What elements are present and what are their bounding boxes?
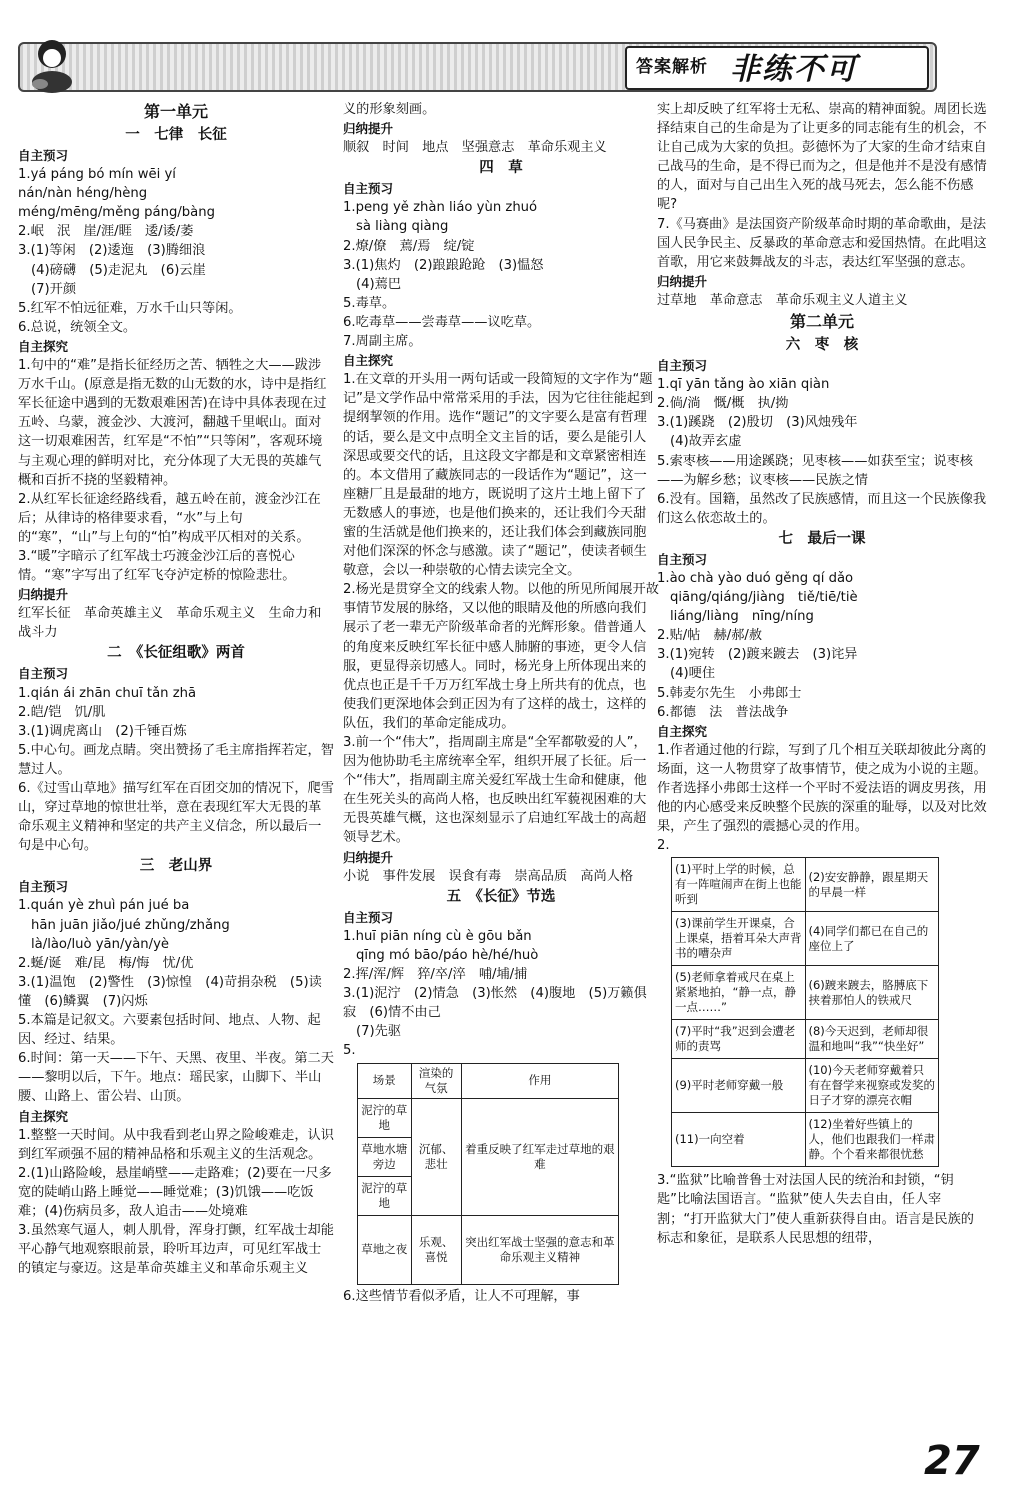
answer-line: 1.peng yě zhàn liáo yùn zhuó [343,200,538,216]
answer-line: 6.《过雪山草地》描写红军在百团交加的情况下，爬雪山，穿过草地的惊世壮举，意在表现红军大无畏的革命乐观主义精神和坚定的共产主义信念，所以最后一句是中心句。 [18,781,334,854]
answer-line: 顺叙 时间 地点 坚强意志 革命乐观主义 [343,140,607,156]
answer-line: 5.红军不怕远征难，万水千山只等闲。 [18,300,242,316]
lesson-heading: 六 枣 核 [785,337,859,354]
answer-line: (4)蔫巴 [356,276,402,292]
answer-line: 2.贴/帖 赫/郝/赦 [657,628,763,644]
answer-line: 1.qián ái zhān chuī tǎn zhā [18,685,197,701]
answer-line: hān juān jiǎo/jué zhǔng/zhǎng [31,917,230,933]
answer-line: 1.作者通过他的行踪，写到了几个相互关联却彼此分离的场面，这一人物贯穿了故事情节，使之成为小说的主题。作者选择小弗郎士这样一个平时不爱法语的调皮男孩，用他的内心感受来反映整个民族的深重的耻辱，以及对比效果，产生了强烈的震撼心灵的作用。 [657,742,987,835]
answer-line: 3.(1)焦灼 (2)踉踉跄跄 (3)愠怒 [343,257,544,273]
scene-cell: 泥泞的草地 [358,1176,412,1215]
table-item-number: 5. [343,1043,356,1059]
answer-line: 1.ào chà yào duó gěng qí dǎo [657,570,854,586]
table-row [672,1020,939,1059]
page-header [0,0,1024,92]
section-label: 自主预习 [657,551,708,567]
answer-line: (4)哽住 [670,666,716,682]
contrast-cell: (2)安安静静，跟星期天的早晨一样 [805,858,939,912]
section-label: 归纳提升 [18,587,69,603]
answer-line: 6.都德 法 普法战争 [657,704,789,720]
contrast-cell: (6)踱来踱去，胳膊底下挟着那怕人的铁戒尺 [805,966,939,1020]
section-label: 自主预习 [343,909,394,925]
scene-table-header [358,1063,619,1098]
section-label: 自主预习 [18,879,69,895]
section-label: 自主探究 [18,1108,69,1124]
table-row [358,1098,619,1137]
answer-line: 3.(1)泥泞 (2)情急 (3)怅然 (4)腹地 (5)万籁俱寂 (6)情不由己 [343,986,647,1021]
answer-line: 3.“监狱”比喻普鲁士对法国人民的统治和封锁，“钥匙”比喻法国语言。“监狱”使人失去自由，任人宰割；“打开监狱大门”使人重新获得自由。语言是民族的标志和象征，是联系人民思想的纽带， [657,1173,974,1246]
contrast-cell: (4)同学们都已在自己的座位上了 [805,912,939,966]
student-mascot-icon [22,34,82,94]
answer-line: 红军长征 革命英雄主义 革命乐观主义 生命力和战斗力 [18,606,322,641]
answer-line: 7.《马赛曲》是法国资产阶级革命时期的革命歌曲，是法国人民争民主、反暴政的革命意志和爱国热情。在此唱这首歌，用它来鼓舞战友的斗志，表达红军坚强的意志。 [657,216,987,270]
answer-line: 5.韩麦尔先生 小弗郎士 [657,685,802,701]
answer-line: 3.“暖”字暗示了红军战士巧渡金沙江后的喜悦心情。“寒”字写出了红军飞夺泸定桥的惊险悲壮。 [18,548,296,584]
answer-line: 6.这些情节看似矛盾，让人不可理解，事 [343,1288,580,1304]
table-item-number: 2. [657,838,670,854]
contrast-cell: (12)坐着好些镇上的人，他们也跟我们一样肃静。个个看来都很忧愁 [805,1113,939,1167]
scene-table [357,1063,619,1285]
lesson-heading: 四 草 [479,160,523,177]
answer-line: 6.总说，统领全文。 [18,319,137,335]
table-row [672,966,939,1020]
answer-line: 2.蜒/诞 难/昆 梅/悔 忧/优 [18,955,194,971]
answer-line: 实上却反映了红军将士无私、崇高的精神面貌。周团长选择结束自己的生命是为了让更多的同志能有生的机会，不让自己成为大家的负担。彭德怀为了大家的生命才结束自己战马的生命，是不得已而为之，但是他并不是没有感情的人，面对与自己出生入死的战马死去，怎么能不伤感呢? [657,102,987,213]
unit-heading: 第一单元 [143,102,208,121]
answer-line: 2.从红军长征途经路线看，越五岭在前，渡金沙江在后；从律诗的格律要求看，“水”与上句的“寒”，“山”与上句的“怕”构成平仄相对的关系。 [18,491,321,545]
contrast-cell: (9)平时老师穿戴一般 [672,1059,806,1113]
scene-table-head-cell: 作用 [461,1063,618,1098]
table-row [672,912,939,966]
contrast-cell: (8)今天迟到，老师却很温和地叫“我”“快坐好” [805,1020,939,1059]
lesson-heading: 三 老山界 [139,858,213,875]
section-label: 自主探究 [18,338,69,354]
lesson-heading: 二 《长征组歌》两首 [107,645,245,662]
answer-line: 6.没有。国籍，虽然改了民族感情，而且这一个民族像我们这么依恋故土的。 [657,491,987,526]
answer-line: méng/mēng/měng páng/bàng [18,205,215,221]
answer-line: 7.周副主席。 [343,334,422,350]
answer-line: 2.杨光是贯穿全文的线索人物。以他的所见所闻展开故事情节发展的脉络，又以他的眼睛及他的所感向我们展示了老一辈无产阶级革命者的光辉形象。借普通人的角度来反映红军长征中感人肺腑的事迹，更令人信服，更显得亲切感人。同时，杨光身上所体现出来的优点也正是千千万万红军战士身上所共有的优点，也使我们更深地体会到正因为有了这样的战士，这样的队伍，我们的革命定能成功。 [343,582,659,731]
answer-line: 3.前一个“伟大”，指周副主席是“全军都敬爱的人”，因为他协助毛主席统率全军，组织开展了长征。后一个“伟大”，指周副主席关爱红军战士生命和健康，他在生死关头的高尚人格，也反映出红军藐视困难的大无畏英雄气概，这也深刻显示了启迪红军战士的高超领导艺术。 [343,735,647,846]
header-title: 答案解析 [636,57,708,77]
mood-cell: 沉郁、悲壮 [411,1098,461,1215]
contrast-cell: (5)老师拿着戒尺在桌上紧紧地拍，“静一点，静一点……” [672,966,806,1020]
answer-line: 3.虽然寒气逼人，刺人肌骨，浑身打颤，红军战士却能平心静气地观察眼前景，聆听耳边声，可见红军战士的镇定与豪迈。这是革命英雄主义和革命乐观主义 [18,1223,334,1277]
answer-line: 5.毒草。 [343,295,396,311]
answer-line: 1.在文章的开头用一两句话或一段简短的文字作为“题记”是文学作品中常常采用的手法，因为它往往能起到提纲挈领的作用。选作“题记”的文字要么是富有哲理的话，要么是文中点明全文主旨的话，要么是能引人深思或要交代的话，且这段文字都是和文章紧密相连的。本文借用了藏族同志的一段话作为“题记”，这一座糖厂且是最甜的地方，既说明了这片土地上留下了无数感人的事迹，也是他们换来的，还让我们今天甜蜜的生活就是他们换来的，还让我们体会到藏族同胞对他们深深的怀念与感激。读了“题记”，使读者顿生敬意，会以一种崇敬的心情去读完全文。 [343,372,654,579]
section-label: 自主预习 [18,666,69,682]
answer-line: 2.皑/铠 饥/肌 [18,704,106,720]
answer-line: (4)磅礴 (5)走泥丸 (6)云崖 [31,262,206,278]
section-label: 归纳提升 [343,121,394,137]
contrast-cell: (7)平时“我”迟到会遭老师的责骂 [672,1020,806,1059]
answer-line: 过草地 革命意志 革命乐观主义人道主义 [657,292,908,308]
answer-line: (7)先驱 [356,1024,402,1040]
effect-cell: 突出红军战士坚强的意志和革命乐观主义精神 [461,1215,618,1284]
section-label: 自主探究 [343,353,394,369]
answer-line: 小说 事件发展 误食有毒 崇高品质 高尚人格 [343,868,634,884]
answer-line: 6.时间：第一天——下午、天黑、夜里、半夜。第二天——黎明以后，下午。地点：瑶民家，山脚下、半山腰、山路上、雷公岩、山顶。 [18,1051,334,1105]
answer-line: 5.中心句。画龙点睛。突出赞扬了毛主席指挥若定，智慧过人。 [18,742,334,777]
section-label: 归纳提升 [657,273,708,289]
section-label: 归纳提升 [343,849,394,865]
page-number: 27 [924,1438,980,1484]
answer-line: 1.句中的“难”是指长征经历之苦、牺牲之大——跋涉万水千山。(原意是指无数的山无数的水，诗中是指红军长征途中遇到的无数艰难困苦)在诗中具体表现在过五岭、乌蒙，渡金沙、大渡河，翻越千里岷山。面对这一切艰难困苦，红军是“不怕”“只等闲”，客观环境与主观心理的鲜明对比，充分体现了大无畏的英雄气概和百折不挠的坚毅精神。 [18,358,327,488]
answer-line: 1.qī yān tǎng ào xiān qiàn [657,377,830,393]
lesson-heading: 一 七律 长征 [125,127,227,143]
answer-line: 5.索枣核——用途蹊跷；见枣核——如获至宝；说枣核——为解乡愁；议枣核——民族之情 [657,453,973,488]
lesson-heading: 五 《长征》节选 [446,888,556,905]
answer-line: là/lào/luò yān/yàn/yè [31,936,170,952]
scene-table-head-cell: 渲染的气氛 [411,1063,461,1098]
answer-line: 2.倘/淌 慨/概 执/拗 [657,396,789,412]
unit-heading: 第二单元 [789,312,854,332]
answer-line: 1.huī piān níng cù è gōu bǎn [343,928,532,944]
table-row [672,858,939,912]
answer-line: liáng/liàng nīng/níng [670,609,814,625]
answer-line: 义的形象刻画。 [343,102,436,117]
contrast-cell: (1)平时上学的时候，总有一阵喧闹声在街上也能听到 [672,858,806,912]
scene-table-head-cell: 场景 [358,1063,412,1098]
effect-cell: 着重反映了红军走过草地的艰难 [461,1098,618,1215]
table-row [358,1215,619,1284]
answer-line: nán/nàn héng/hèng [18,186,148,202]
column-left [18,100,334,1278]
answer-line: 1.quán yè zhuì pán jué ba [18,898,190,914]
answer-line: 3.(1)调虎离山 (2)千锤百炼 [18,723,187,739]
column-middle [343,100,659,1306]
scene-cell: 草地水塘旁边 [358,1137,412,1176]
answer-line: qīng mó bāo/páo hè/hé/huò [356,947,539,963]
answer-line: 5.本篇是记叙文。六要素包括时间、地点、人物、起因、经过、结果。 [18,1013,321,1048]
answer-line: sà liàng qiàng [356,219,449,235]
answer-line: 3.(1)蹊跷 (2)殷切 (3)风烛残年 [657,415,858,431]
contrast-table [671,857,939,1167]
table-row [672,1059,939,1113]
scene-cell: 草地之夜 [358,1215,412,1284]
section-label: 自主预习 [343,181,394,197]
answer-line: 3.(1)等闲 (2)逶迤 (3)腾细浪 [18,243,206,259]
answer-line: 1.yá páng bó mín wēi yí [18,167,176,183]
table-row [672,1113,939,1167]
answer-line: 2.(1)山路险峻，悬崖峭壁——走路难；(2)要在一尺多宽的陡峭山路上睡觉——睡觉难；(3)饥饿——吃饭难；(4)伤病员多，敌人追击——处境难 [18,1165,332,1219]
contrast-cell: (3)课前学生开课桌，合上课桌，捂着耳朵大声背书的嘈杂声 [672,912,806,966]
mood-cell: 乐观、喜悦 [411,1215,461,1284]
header-brand-script: 非练不可 [730,52,858,87]
contrast-cell: (11)一向空着 [672,1113,806,1167]
answer-line: 1.整整一天时间。从中我看到老山界之险峻难走，认识到红军顽强不屈的精神品格和乐观主义的生活观念。 [18,1127,334,1162]
answer-line: 6.吃毒草——尝毒草——议吃草。 [343,314,541,330]
section-label: 自主预习 [657,358,708,374]
section-label: 自主预习 [18,148,69,163]
column-right [657,100,987,1248]
scene-cell: 泥泞的草地 [358,1098,412,1137]
lesson-heading: 七 最后一课 [778,530,866,547]
answer-line: (7)开颜 [31,281,77,297]
answer-line: 2.挥/浑/辉 猝/卒/淬 哺/埔/捕 [343,967,528,983]
answer-line: (4)故弄玄虚 [670,434,742,450]
answer-line: 2.燎/僚 蔫/焉 绽/锭 [343,238,475,254]
answer-line: 2.岷 泯 崖/涯/睚 逶/诿/萎 [18,224,194,240]
answer-line: 3.(1)温饱 (2)警性 (3)惊惶 (4)苛捐杂税 (5)读懂 (6)鳞翼 (7)闪烁 [18,974,322,1009]
answer-line: 3.(1)宛转 (2)踱来踱去 (3)诧异 [657,647,858,663]
contrast-cell: (10)今天老师穿戴着只有在督学来视察或发奖的日子才穿的漂亮衣帽 [805,1059,939,1113]
answer-line: qiāng/qiáng/jiàng tiě/tiē/tiè [670,590,858,606]
section-label: 自主探究 [657,723,708,739]
